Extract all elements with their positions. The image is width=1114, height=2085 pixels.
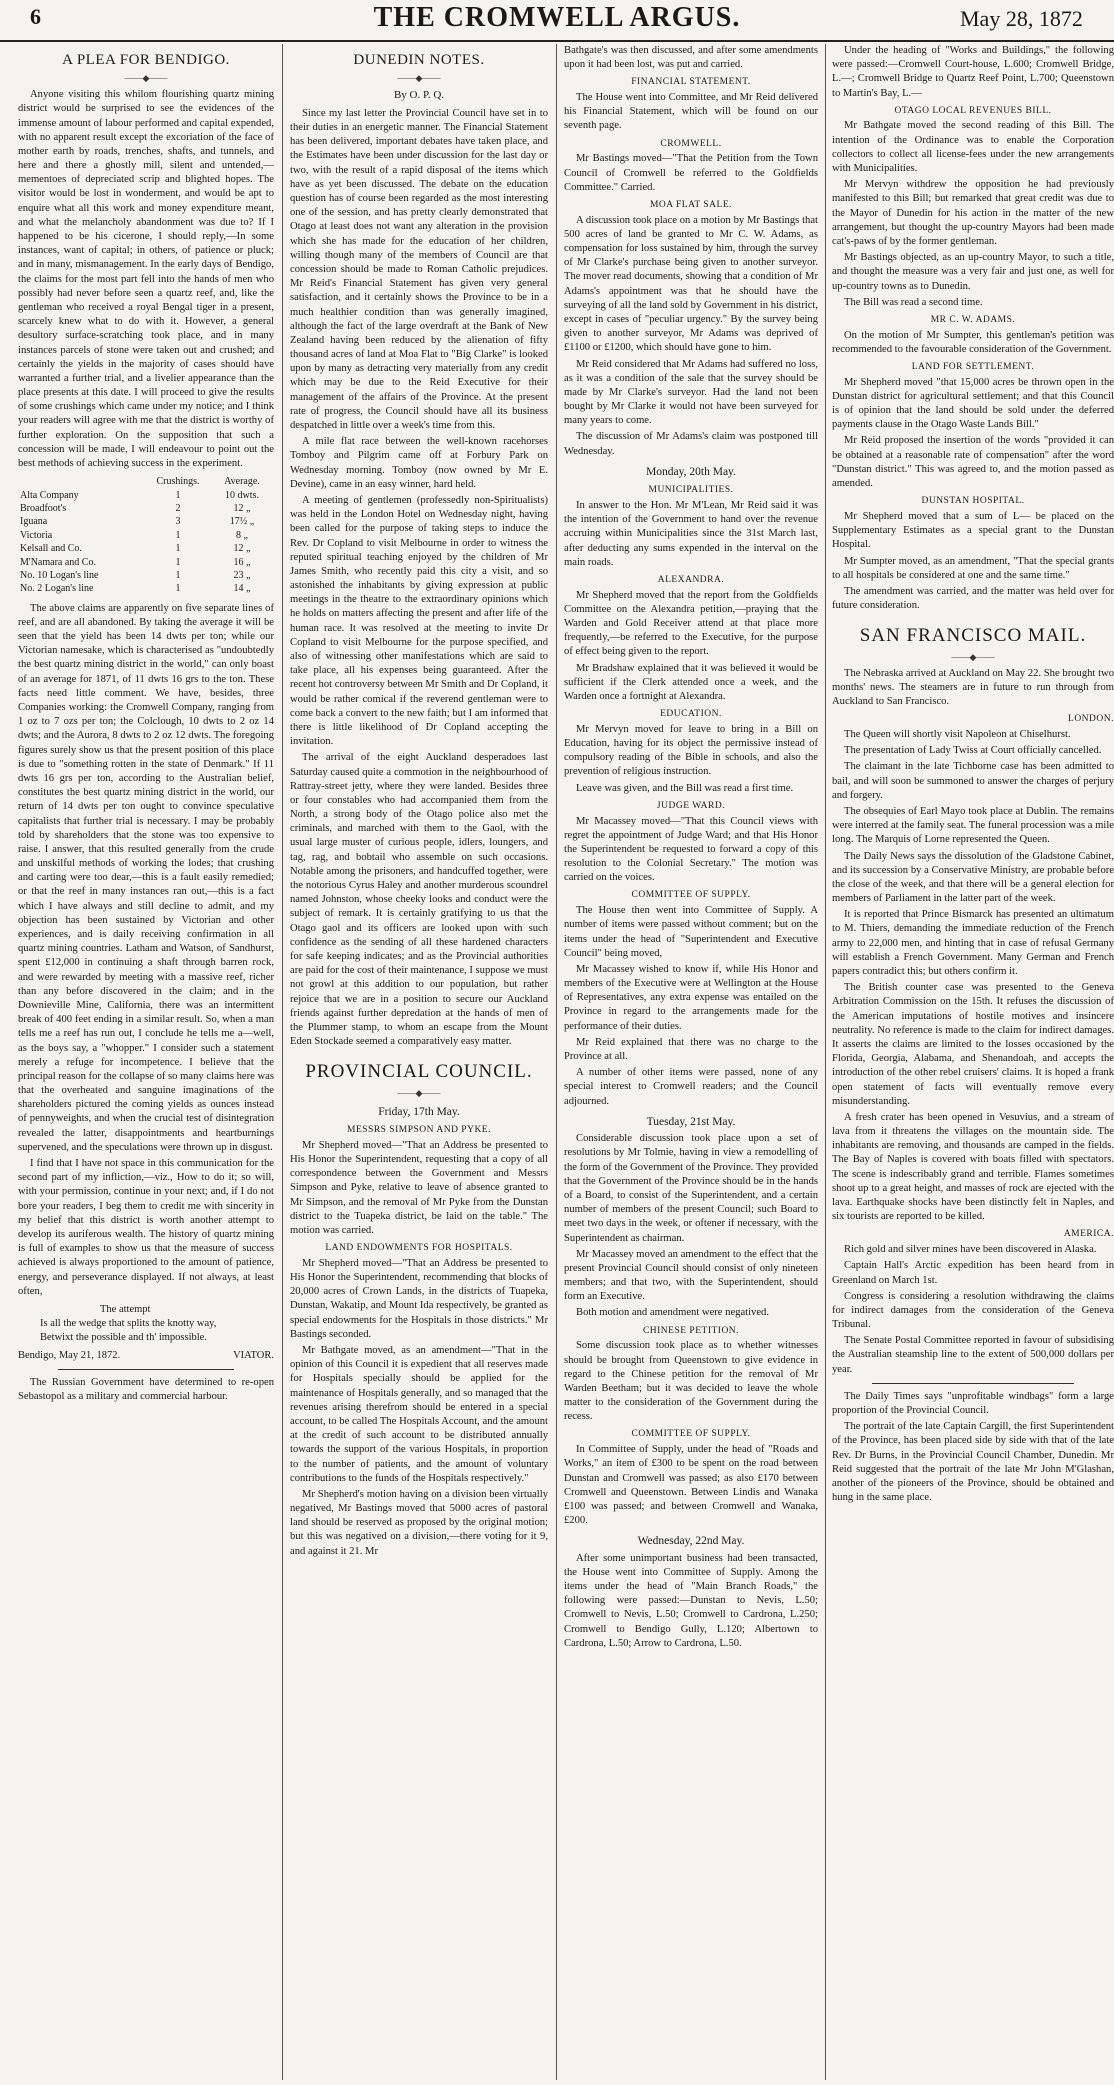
table-cell: 23 „ (233, 569, 251, 581)
signature-line (18, 1349, 274, 1363)
article-paragraph: Mr Reid explained that there was no charge to the Province at all. (564, 1036, 818, 1063)
table-cell: 8 „ (236, 529, 248, 541)
article-paragraph: Mr Bathgate moved the second reading of this Bill. The intention of the Ordinance was to enable the Corporation collectors to collect all license-fees under the new arrangements with Municipalities. (832, 120, 1114, 175)
article-paragraph: Mr Reid proposed the insertion of the words "provided it can be obtained at a reasonable rate of compensation" after the word "Dunstan district." This was agreed to, and the motion passed as amended. (832, 435, 1114, 490)
article-heading: A PLEA FOR BENDIGO. (62, 52, 230, 68)
column-rule (282, 44, 283, 2080)
article-paragraph: Captain Hall's Arctic expedition has been heard from in Greenland on March 1st. (832, 1260, 1114, 1286)
subheading: DUNSTAN HOSPITAL. (921, 496, 1025, 507)
subheading: AMERICA. (1063, 1229, 1114, 1240)
table-cell: 1 (175, 583, 181, 595)
article-paragraph: The claimant in the late Tichborne case has been admitted to bail, and will soon be summoned to answer the charges of perjury and forgery. (832, 761, 1114, 801)
table-cell: M'Namara and Co. (20, 556, 96, 568)
day-heading: Friday, 17th May. (378, 1105, 460, 1118)
article-paragraph: The above claims are apparently on five separate lines of reef, and are all abandoned. By taking the average it will be seen that the yield has been 14 dwts per ton; while our Victorian namesake, which is characterised as "undoubtedly the best quartz mining district in the world," can only boast of an average for 1871, of 11 dwts 16 grs to the ton. These facts need little comment. We have, besides, three Companies working: the Cromwell Company, ranging from 1 oz to 7 ozs per ton; the Colclough, 10 dwts to 2 oz 14 dwts; and the Aurora, 8 dwts to 2 oz 12 dwts. The foregoing figures surely show us that the present position of this place is due to "something rotten in the state of Denmark." If 11 dwts 16 grs per ton, according to the Australian belief, constitutes the best quartz mining district in the world, our return of 14 dwts per ton ought to convince speculative capitalists that further trial is necessary. I may be probably told by shareholders that the stone was too expensive to raise. I answer, that this resulted generally from the crude and unskilful methods of working the lodes; that crushing and carting were too dear,—this is a fault easily remedied; or that the reef in many instances ran out,—this is a fact which I have always and still decline to admit, and my objection has been sustained by Victorian and other experiences, and is daily receiving confirmation in all quartz mining countries. Latham and Watson, of Sandhurst, spent £12,000 in continuing a shaft through barren rock, and were rewarded by meeting with a massive reef, richer than any before discovered in the claim; and in the Downieville Mine, California, there was an intermittent break of 400 feet ending in a similar result. So, when a man tells me a reef has run out, I conclude he tells me a—well, as the boys say, a "whopper." I consider such a statement merely a refuge for incompetence. I believe that the principal reason for the collapse of so many claims here was that the overheated and sanguine imaginations of the shareholders pictured the coming yields as ounces instead of pennyweights, and when the crucial test of disintegration revealed the latter, disappointments and heartburnings supervened, and the speculations were thrown up in disgust. (18, 602, 274, 1153)
article-paragraph: The Queen will shortly visit Napoleon at Chiselhurst. (844, 729, 1071, 741)
heading-ornament: ——◆—— (397, 73, 441, 84)
table-cell: No. 2 Logan's line (20, 583, 94, 595)
verse-line: The attempt (100, 1303, 151, 1315)
article-paragraph: Under the heading of "Works and Buildings," the following were passed:—Cromwell Court-house, L.600; Cromwell Bridge, L.—; Cromwell Bridge to Quartz Reef Point, L.700; Queenstown to Martin's Bay, L.— (832, 45, 1114, 99)
table-row (18, 515, 274, 528)
article-paragraph: Bathgate's was then discussed, and after some amendments upon it had been lost, was put and carried. (564, 45, 818, 71)
article-paragraph: Mr Macassey moved an amendment to the effect that the present Provincial Council should consist of only nineteen members; and that two, with the Superintendent, should form an Executive. (564, 1248, 818, 1303)
section-heading: PROVINCIAL COUNCIL. (305, 1061, 533, 1083)
article-paragraph: A discussion took place on a motion by Mr Bastings that 500 acres of land be granted to Mr C. W. Adams, as compensation for loss sustained by him, through the survey of Mr Clarke's purchase being given to another surveyor. The mover read documents, showing that a condition of Mr Adams's appointment was that he should have the surveying of all the land sold by Government in his district, except in cases of "peculiar urgency." By the survey being given to another surveyor, Mr Adams was deprived of £1100 or £1200, which should have gone to him. (564, 214, 818, 354)
article-paragraph: Mr Bastings objected, as an up-country Mayor, to such a title, and thought the measure was a very fair and just one, as well for up-country towns as to Dunedin. (832, 252, 1114, 292)
table-cell: 1 (175, 569, 181, 581)
day-heading: Tuesday, 21st May. (646, 1115, 736, 1128)
table-row (18, 569, 274, 582)
subheading: MESSRS SIMPSON AND PYKE. (347, 1125, 491, 1136)
article-paragraph: In answer to the Hon. Mr M'Lean, Mr Reid said it was the intention of the Government to hand over the revenue accruing within Municipalities since the 31st March last, after deducting any sums expended in the interval on the main roads. (564, 499, 818, 568)
subheading: LAND FOR SETTLEMENT. (911, 362, 1035, 372)
article-paragraph: In Committee of Supply, under the head of "Roads and Works," an item of £300 to be spent on the road between Dunstan and Cromwell was passed; as also £170 between Cromwell and Queenstown. Between Lindis and Wanaka £100 was passed; and between Cromwell and Wanaka, £200. (564, 1444, 818, 1527)
table-cell: 10 dwts. (225, 489, 259, 501)
issue-date: May 28, 1872 (960, 6, 1083, 31)
table-cell: Kelsall and Co. (20, 543, 82, 555)
table-cell: Victoria (20, 529, 53, 541)
table-cell: 1 (175, 529, 181, 541)
table-row (18, 556, 274, 569)
heading-ornament: ——◆—— (124, 73, 168, 84)
masthead (0, 0, 1114, 42)
article-paragraph: On the motion of Mr Sumpter, this gentleman's petition was recommended to the favourable consideration of the Government. (832, 329, 1114, 355)
subheading: FINANCIAL STATEMENT. (631, 77, 751, 88)
article-paragraph: The Daily News says the dissolution of the Gladstone Cabinet, and its succession by a Conservative Ministry, are probable before the close of the week, and that there will be a general election for members of Parliament in the latter part of the week. (832, 850, 1114, 905)
article-paragraph: Mr Bastings moved—"That the Petition from the Town Council of Cromwell be referred to the Goldfields Committee." Carried. (564, 153, 818, 193)
table-cell: 2 (175, 502, 181, 514)
article-paragraph: Congress is considering a resolution withdrawing the claims for indirect damages from the consideration of the Geneva Tribunal. (832, 1290, 1114, 1331)
article-paragraph: The portrait of the late Captain Cargill, the first Superintendent of the Province, has been placed side by side with that of the late Rev. Dr Burns, in the Provincial Council Chamber, Dunedin. Mr Reid suggested that the portrait of the late Mr John M'Glashan, another of the pioneers of the Province, should be obtained and hung in the same place. (832, 1421, 1114, 1504)
article-paragraph: Mr Macassey moved—"That this Council views with regret the appointment of Judge Ward; and that His Honor the Superintendent be requested to forward a copy of this resolution to the Colonial Secretary." The motion was carried on the voices. (564, 815, 818, 884)
table-row (18, 542, 274, 555)
article-paragraph: The House then went into Committee of Supply. A number of items were passed without comment; but on the items under the head of "Superintendent and Executive Council" being moved, (564, 905, 818, 959)
heading-ornament: ——◆—— (397, 1087, 441, 1098)
article-paragraph: A mile flat race between the well-known racehorses Tomboy and Pilgrim came off at Forbury Park on Wednesday morning. Tomboy (now owned by Mr E. Devine), came in an easy winner, hard held. (290, 436, 548, 490)
article-paragraph: Mr Shepherd's motion having on a division been virtually negatived, Mr Bastings moved that 5000 acres of pastoral land should be reserved as proposed by the original motion; but this was negatived on a division,—there voting for it 9, and against it 21. Mr (290, 1488, 548, 1557)
subheading: COMMITTEE OF SUPPLY. (631, 890, 751, 901)
column-rule (825, 44, 826, 2080)
article-paragraph: Mr Sumpter moved, as an amendment, "That the special grants to all hospitals be considered at one and the same time." (832, 555, 1114, 581)
article-paragraph: Mr Shepherd moved—"That an Address be presented to His Honor the Superintendent, recommending that blocks of 20,000 acres of Crown Lands, in the districts of Tuapeka, Dunstan, Wakatip, and Mount Ida respectively, be granted as special endowments for the Hospitals in those districts." Mr Bastings seconded. (290, 1257, 548, 1340)
day-heading: Monday, 20th May. (646, 465, 736, 478)
table-cell: No. 10 Logan's line (20, 569, 99, 581)
table-cell: 12 „ (233, 543, 251, 555)
section-heading: SAN FRANCISCO MAIL. (859, 625, 1087, 647)
article-paragraph: Mr Reid considered that Mr Adams had suffered no loss, as it was a condition of the sale that the survey should be made by Mr Clarke's surveyor. Had the land not been bought by Mr Clarke it would not have been surveyed for many years to come. (564, 358, 818, 427)
subheading: CHINESE PETITION. (642, 1325, 740, 1336)
article-paragraph: It is reported that Prince Bismarck has presented an ultimatum to M. Thiers, demanding the immediate reduction of the French army to 22,000 men, and hinting that in case of refusal Germany will establish a French Government. Many German and French papers contradict this; but others confirm it. (832, 909, 1114, 978)
article-paragraph: Mr Bathgate moved, as an amendment—"That in the opinion of this Council it is expedient that all reserves made for Hospitals specially should be applied for the maintenance of Hospitals generally, and so managed that the revenues arising therefrom should be entered in a special account, to be called The Hospitals Account, and the amount at the credit of such account to be distributed annually towards the support of the various Hospitals, in proportion to the number of patients, and the amount of voluntary contributions to the funds of the Hospitals respectively." (290, 1345, 548, 1484)
table-cell: 1 (175, 489, 181, 501)
article-paragraph: Mr Bradshaw explained that it was believed it would be sufficient if the Clerk attended once a week, and the Warden once a fortnight at Alexandra. (564, 662, 818, 702)
table-row (18, 502, 274, 515)
article-paragraph: The presentation of Lady Twiss at Court officially cancelled. (844, 745, 1102, 757)
subheading: ALEXANDRA. (657, 574, 725, 585)
table-cell: Alta Company (20, 489, 79, 501)
verse-line: Is all the wedge that splits the knotty way, (40, 1317, 217, 1329)
table-header: Average. (224, 476, 260, 488)
article-paragraph: Mr Shepherd moved—"That an Address be presented to His Honor the Superintendent, requesting that a copy of all correspondence between the Government and Messrs Simpson and Pyke, relative to leave of absence granted to Mr Simpson, and the removal of Mr Pyke from the Dunstan district to the Tuapeka district, be laid on the table." The motion was carried. (290, 1139, 548, 1236)
subheading: JUDGE WARD. (656, 800, 726, 811)
article-paragraph: The obsequies of Earl Mayo took place at Dublin. The remains were interred at the family seat. The funeral procession was a mile long. The Marquis of Lorne represented the Queen. (832, 805, 1114, 846)
table-row (18, 582, 274, 595)
crushings-table (18, 475, 274, 596)
day-heading: Wednesday, 22nd May. (637, 1535, 745, 1548)
table-cell: Broadfoot's (20, 502, 67, 514)
column-3 (564, 44, 818, 2080)
article-paragraph: Anyone visiting this whilom flourishing quartz mining district would be surprised to see the evidences of the immense amount of labour performed and capital expended, with no apparent result except the excoriation of the face of mother earth by roads, trenches, shafts, and tunnels, and here and there a ghostly mill, silent and untended,—mementoes of depreciated scrip and blighted hopes. The visitor would be lost in wonderment, and would be apt to enquire what all this work and money expenditure meant, and what the melancholy abandonment was due to? If I happened to be his cicerone, I should reply,—In some instances, want of capital; in others, of patience or pluck; and in many, mismanagement. In the early days of Bendigo, the claims for the most part fell into the hands of men who possibly had never before seen a quartz reef, and, like the gentleman who received a royal Bengal tiger in a present, scarcely knew what to do with it. However, a general desultory surface-scratching took place, and in many instances parcels of stone were taken out and crushed; and certainly the yields in the majority of cases should have warranted a further trial, and a livelier appearance than the place presents at this date. I will proceed to give the results of some crushings which came under my notice; and I think your readers will agree with me that the district is worthy of further exploration. On the supposition that such a concession will be made, I will endeavour to point out the best methods of achieving success in the experiment. (18, 89, 274, 470)
subheading: LONDON. (1068, 714, 1114, 725)
article-paragraph: The amendment was carried, and the matter was held over for future consideration. (832, 585, 1114, 612)
subheading: MOA FLAT SALE. (649, 199, 733, 210)
table-cell: 17½ „ (229, 516, 255, 528)
column-4 (832, 44, 1114, 2080)
table-row (18, 489, 274, 502)
article-paragraph: Mr Mervyn moved for leave to bring in a Bill on Education, having for its object the permissive instead of compulsory reading of the Bible in schools, and also the prevention of religious instruction. (564, 723, 818, 778)
article-paragraph: The Bill was read a second time. (844, 296, 983, 308)
article-paragraph: A meeting of gentlemen (professedly non-Spiritualists) was held in the London Hotel on Wednesday night, having been called for the purpose of taking steps to induce the Rev. Dr Copland to visit Melbourne in order to witness the reputed spiritual teaching enjoyed by the children of Mr James Smith, who recently paid this city a visit, and so astonished the inhabitants by giving expression at public meetings in the theatre to the extraordinary opinions which he holds on matters affecting the present and after life of the human race. It was resolved at the meeting to invite Dr Copland to visit Melbourne for the purpose specified, and also of witnessing other manifestations which are said to take place, all his expenses being guaranteed. After the recent hot controversy between Mr Smith and Dr Copland, it would be rather comical if the reverend gentleman were to come back a convert to the new faith; but I am informed that there is little likelihood of Dr Copland accepting the invitation. (290, 494, 548, 748)
article-paragraph: The British counter case was presented to the Geneva Arbitration Commission on the 15th. It refuses the discussion of the American imputations of hostile motives and insincere neutrality. No reference is made to the claim for indirect damages. It asserts the claims are limited to the losses occasioned by the Florida, Georgia, Alabama, and Shenandoah, and accepts the introduction of the other rebel cruisers' claims. It is hoped a frank open statement of facts will eventually remove every misunderstanding. (832, 982, 1114, 1107)
article-paragraph: Rich gold and silver mines have been discovered in Alaska. (844, 1244, 1097, 1256)
table-cell: 1 (175, 543, 181, 555)
verse-quote (18, 1303, 274, 1345)
column-2 (290, 44, 548, 2080)
article-paragraph: The Senate Postal Committee reported in favour of subsidising the Australian steamship line to the extent of 500,000 dollars per year. (832, 1335, 1114, 1375)
divider (58, 1369, 234, 1370)
signature-place-date: Bendigo, May 21, 1872. (18, 1350, 121, 1362)
article-paragraph: I find that I have not space in this communication for the second part of my infliction,—viz., How to do it; so will, with your permission, continue in your next; and, if I do not bore your readers, I beg them to credit me with sincerity in my belief that this district is worth another attempt to develop its auriferous wealth. The history of quartz mining is full of examples to show us that the measure of success achieved is always proportioned to the amount of patience, energy, and perseverance displayed. If not always, at least often, (18, 1158, 274, 1297)
table-header-row (18, 475, 274, 488)
article-paragraph: Since my last letter the Provincial Council have set in to their duties in an energetic manner. The Financial Statement has been delivered, important debates have taken place, and the Estimates have been under discussion for the last day or two, with the result of a rapid disposal of the items which have as yet been discussed. The debate on the education question has of course been regarded as the most interesting one of the session, and has pretty clearly demonstrated that Otago at least does not want any alteration in the provision which she has made for the education of her children, willing though many of the members of Council are that concession should be made to Roman Catholic prejudices. Mr Reid's Financial Statement has given very general satisfaction, and it certainly shows the Province to be in a much healthier condition than was generally imagined, although the fact of the large overdraft at the Bank of New Zealand having been reduced by the alienation of fifty thousand acres of land at Moa Flat to "Big Clarke" is looked upon by many as detracting very materially from any credit which may be due to the Reid Executive for their management of the affairs of the Province. At the present rate of progress, the Council should have all its business despatched in little over a week's time from this. (290, 107, 548, 431)
article-paragraph: Mr Macassey wished to know if, while His Honor and members of the Executive were at Wellington at the House of Representatives, any extra expense was entailed on the Province in regard to the arrangements made for the performance of their duties. (564, 963, 818, 1032)
subheading: CROMWELL. (660, 138, 722, 149)
subheading: COMMITTEE OF SUPPLY. (631, 1429, 751, 1440)
article-paragraph: Mr Shepherd moved "that 15,000 acres be thrown open in the Dunstan district for agricultural settlement; and that this Council is of opinion that the land should be sold under the deferred payments clause in the Otago Waste Lands Bill." (832, 376, 1114, 431)
article-heading: DUNEDIN NOTES. (353, 52, 485, 68)
table-cell: Iguana (20, 516, 48, 528)
subheading: LAND ENDOWMENTS FOR HOSPITALS. (325, 1243, 513, 1254)
heading-ornament: ——◆—— (951, 651, 995, 662)
article-paragraph: Some discussion took place as to whether witnesses should be brought from Queenstown to give evidence in regard to the Chinese petition for the removal of Mr Warden Beetham; but it was decided to leave the whole matter to the consideration of the Government during the recess. (564, 1340, 818, 1423)
article-paragraph: A number of other items were passed, none of any special interest to Cromwell readers; and the Council adjourned. (564, 1067, 818, 1107)
article-paragraph: Mr Shepherd moved that the report from the Goldfields Committee on the Alexandra petition,—praying that the Warden and Gold Receiver attend at that place more frequently,—be referred to the Executive, for the purpose of effect being given to the report. (564, 589, 818, 658)
page-number: 6 (30, 4, 41, 29)
article-paragraph: Leave was given, and the Bill was read a first time. (576, 782, 794, 794)
table-row (18, 529, 274, 542)
subheading: OTAGO LOCAL REVENUES BILL. (894, 105, 1052, 116)
table-cell: 3 (175, 516, 181, 528)
table-header (18, 475, 146, 488)
table-cell: 12 „ (233, 502, 251, 514)
subheading: MUNICIPALITIES. (648, 485, 734, 496)
article-paragraph: The House went into Committee, and Mr Reid delivered his Financial Statement, which will be found on our seventh page. (564, 92, 818, 132)
article-paragraph: Mr Mervyn withdrew the opposition he had previously manifested to this Bill; but remarked that great credit was due to the Mayor of Dunedin for his action in the matter of the new arrangement, but thought the up-country Mayors had been made cat's-paws of by the former gentleman. (832, 179, 1114, 247)
article-paragraph: The Russian Government have determined to re-open Sebastopol as a military and commercial harbour. (18, 1377, 274, 1403)
byline: By O. P. Q. (393, 89, 445, 102)
article-paragraph: The arrival of the eight Auckland desperadoes last Saturday caused quite a commotion in the neighbourhood of Rattray-street jetty, where they were landed. Besides three or four constables who had accompanied them from the North, a strong body of the Otago police also met the criminals, and marched with them to the Gaol, with the usual large muster of curious people, idlers, loungers, and tag, rag, and bobtail who assemble on such occasions. Notable among the prisoners, and handcuffed together, were the notorious Cyrus Haley and another murderous scoundrel named Johnston, whose cheeky looks and conduct were the subject of remark. It is certainly gratifying to us that the Otago gaol and its officers are looked upon with such confidence as the sending of all these hardened characters for safe keeping indicates; and as the Provincial authorities are paid for the cost of their maintenance, I suppose we must not growl at this addition to our population, but rather rejoice that we are in a position to secure our Auckland friends against further depredation at the hands of men of the Plummer stamp, to whom an escape from the Mount Eden Stockade seemed a comparatively easy matter. (290, 752, 548, 1048)
article-paragraph: The Nebraska arrived at Auckland on May 22. She brought two months' news. The steamers are in future to run through from Auckland to San Francisco. (832, 667, 1114, 708)
table-cell: 16 „ (233, 556, 251, 568)
table-cell: 1 (175, 556, 181, 568)
table-cell: 14 „ (233, 583, 251, 595)
subheading: MR C. W. ADAMS. (930, 314, 1016, 325)
article-paragraph: Mr Shepherd moved that a sum of L— be placed on the Supplementary Estimates as a special grant to the Dunstan Hospital. (832, 510, 1114, 551)
article-paragraph: The Daily Times says "unprofitable windbags" form a large proportion of the Provincial Council. (832, 1390, 1114, 1416)
column-rule (556, 44, 557, 2080)
article-paragraph: After some unimportant business had been transacted, the House went into Committee of Supply. Among the items under the head of "Main Branch Roads," the following were passed:—Dunstan to Nevis, L.50; Cromwell to Nevis, L.50; Cromwell to Cardrona, L.250; Cromwell to Bendigo Gully, L.120; Albertown to Cardrona, L.50; Arrow to Cardrona, L.50. (564, 1552, 818, 1649)
newspaper-title: THE CROMWELL ARGUS. (373, 2, 741, 33)
verse-line: Betwixt the possible and th' impossible. (40, 1332, 207, 1344)
divider (872, 1383, 1074, 1384)
article-paragraph: Considerable discussion took place upon a set of resolutions by Mr Tolmie, having in view a remodelling of the form of the Government of the Province. They provided that the Government of the Province should be in the hands of a Board, to consist of the Superintendent, and a certain number of members of the present Council; such Board to meet two days in the week, or oftener if necessary, with the Superintendent as chairman. (564, 1133, 818, 1244)
article-paragraph: A fresh crater has been opened in Vesuvius, and a stream of lava from it threatens the villages on the mountain side. The inhabitants are removing, and thousands are camped in the fields. The Bay of Naples is covered with boats filled with spectators. The scene is indescribably grand and terrible. Flames sometimes shoot up to a great height, and masses of rock are ejected with the lava. Earthquake shocks have been distinctly felt in Naples, and six tourists are reported to be killed. (832, 1111, 1114, 1223)
article-paragraph: Both motion and amendment were negatived. (576, 1307, 769, 1319)
article-paragraph: The discussion of Mr Adams's claim was postponed till Wednesday. (564, 431, 818, 457)
subheading: EDUCATION. (660, 709, 722, 720)
table-header: Crushings. (156, 476, 200, 488)
signature-name: VIATOR. (233, 1350, 274, 1362)
column-1 (18, 44, 274, 2080)
